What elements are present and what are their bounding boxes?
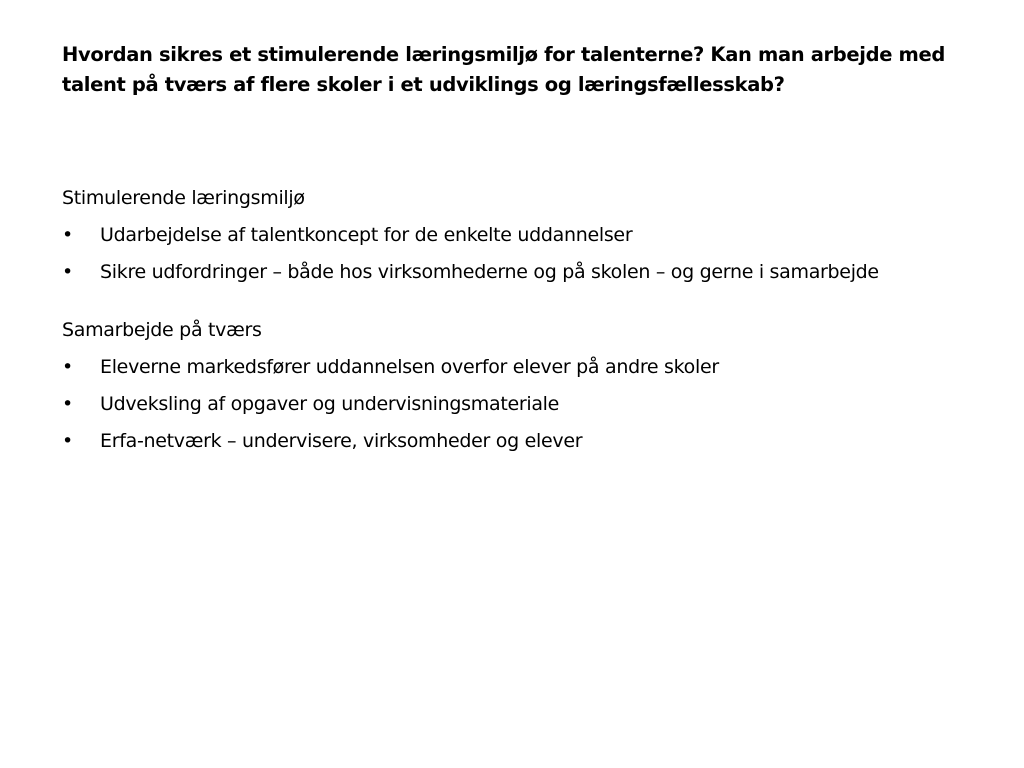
list-item: [62, 352, 890, 382]
bullet-list: [62, 352, 962, 456]
slide-body: [62, 183, 962, 484]
bullet-icon: •: [62, 393, 73, 415]
list-item-text: Erfa-netværk – undervisere, virksomheder og elever: [100, 430, 583, 452]
list-item-text: Eleverne markedsfører uddannelsen overfor elever på andre skoler: [100, 356, 719, 378]
section-samarbejde-paa-tvaers: [62, 315, 962, 456]
list-item-text: Udarbejdelse af talentkoncept for de enkelte uddannelser: [100, 224, 633, 246]
bullet-icon: •: [62, 356, 73, 378]
section-heading: Stimulerende læringsmiljø: [62, 187, 305, 209]
list-item-text: Udveksling af opgaver og undervisningsmateriale: [100, 393, 560, 415]
slide-title: Hvordan sikres et stimulerende læringsmiljø for talenterne? Kan man arbejde med talent på tværs af flere skoler i et udviklings og læringsfællesskab?: [62, 43, 945, 96]
list-item-text: Sikre udfordringer – både hos virksomhederne og på skolen – og gerne i samarbejde: [100, 261, 879, 283]
bullet-list: [62, 220, 962, 287]
bullet-icon: •: [62, 224, 73, 246]
bullet-icon: •: [62, 261, 73, 283]
list-item: [62, 257, 890, 287]
list-item: [62, 220, 890, 250]
bullet-icon: •: [62, 430, 73, 452]
list-item: [62, 389, 890, 419]
list-item: [62, 426, 890, 456]
section-heading: Samarbejde på tværs: [62, 319, 262, 341]
section-stimulerende-laeringsmiljo: [62, 183, 962, 287]
